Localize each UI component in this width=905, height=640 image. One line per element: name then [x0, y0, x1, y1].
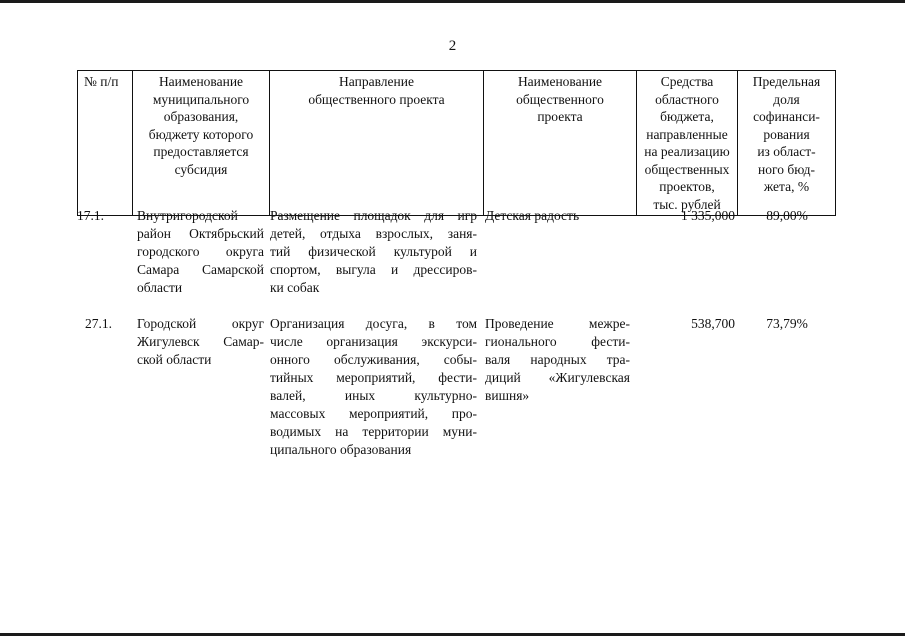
row-number: 27.1. [85, 316, 112, 331]
project-name-cell: Проведение межре- гионального фести- валя народных тра- диций «Жигулевская вишня» [485, 316, 630, 403]
municipality-cell: Внутригородской район Октябрьский городского округа Самара Самарской области [137, 208, 264, 295]
page-top-border [0, 0, 905, 3]
header-cell-project-name: Наименование общественного проекта [484, 71, 637, 216]
page-bottom-border [0, 633, 905, 636]
header-cell-number: № п/п [78, 71, 133, 216]
header-cell-share: Предельная доля софинанси- рования из област- ного бюд- жета, % [738, 71, 836, 216]
direction-cell: Организация досуга, в том числе организация экскурси- онного обслуживания, собы- тийных мероприятий, фести- валей, иных культурно- массовых мероприятий, про- водимых на территории муни- ципального образования [270, 316, 477, 457]
share-cell: 89,00% [766, 208, 808, 223]
municipality-cell: Городской округ Жигулевск Самар- ской области [137, 316, 264, 367]
direction-cell: Размещение площадок для игр детей, отдыха взрослых, заня- тий физической культурой и спортом, выгула и дрессиров- ки собак [270, 208, 477, 295]
table-row [77, 207, 835, 315]
header-cell-municipality: Наименование муниципального образования, бюджету которого предоставляется субсидия [133, 71, 270, 216]
header-cell-funds: Средства областного бюджета, направленные на реализацию общественных проектов, тыс. рублей [637, 71, 738, 216]
header-cell-direction: Направление общественного проекта [270, 71, 484, 216]
funds-cell: 538,700 [691, 316, 735, 331]
funds-cell: 1 335,000 [681, 208, 735, 223]
share-cell: 73,79% [766, 316, 808, 331]
project-name-cell: Детская радость [485, 208, 580, 223]
table-row [77, 315, 835, 475]
table-header [77, 70, 836, 216]
table-body [77, 207, 835, 475]
row-number: 17.1. [77, 208, 104, 223]
page-number: 2 [448, 38, 457, 54]
